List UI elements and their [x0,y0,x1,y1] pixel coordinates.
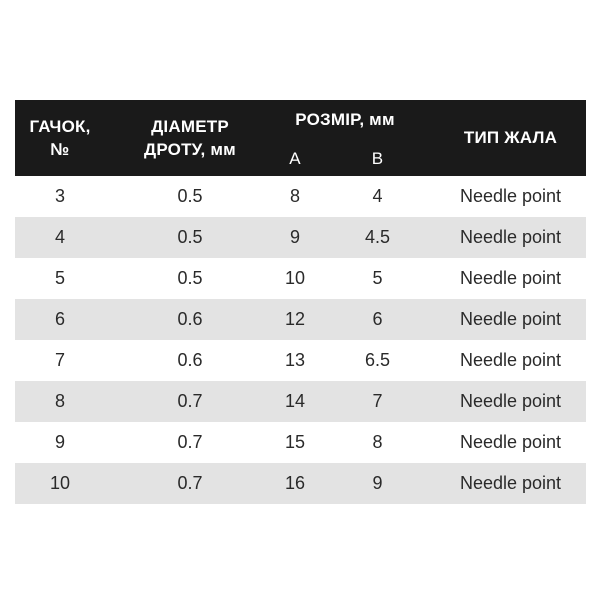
cell-size-a: 12 [284,309,306,329]
table-row [15,340,586,381]
cell-wire: 0.5 [177,227,203,247]
cell-size-b: 7 [372,391,383,411]
cell-size-b: 8 [372,432,383,452]
cell-size-a: 15 [284,432,306,452]
table-row [15,463,586,504]
header-hook-number: ГАЧОК, № [29,117,91,159]
cell-point-type: Needle point [459,350,562,370]
table-header [15,100,586,176]
cell-hook: 5 [54,268,65,288]
cell-wire: 0.7 [177,391,203,411]
cell-size-a: 8 [289,186,300,206]
cell-wire: 0.5 [177,268,203,288]
cell-size-b: 4.5 [364,227,391,247]
cell-hook: 7 [54,350,65,370]
cell-point-type: Needle point [459,473,562,493]
cell-size-b: 4 [372,186,383,206]
cell-size-a: 13 [284,350,306,370]
cell-size-b: 6.5 [364,350,391,370]
cell-point-type: Needle point [459,309,562,329]
header-size-b: B [371,149,384,168]
cell-size-b: 9 [372,473,383,493]
header-point-type: ТИП ЖАЛА [463,128,558,147]
table-row [15,176,586,217]
cell-size-a: 10 [284,268,306,288]
cell-wire: 0.6 [177,309,203,329]
cell-hook: 10 [49,473,71,493]
cell-wire: 0.7 [177,432,203,452]
cell-size-a: 14 [284,391,306,411]
header-size: РОЗМІР, мм [295,110,395,129]
cell-hook: 3 [54,186,65,206]
cell-wire: 0.7 [177,473,203,493]
cell-size-b: 6 [372,309,383,329]
cell-size-b: 5 [372,268,383,288]
table-row [15,299,586,340]
cell-size-a: 9 [289,227,300,247]
table-row [15,217,586,258]
table-row [15,422,586,463]
header-wire-diameter: ДІАМЕТР ДРОТУ, мм [144,117,236,159]
cell-hook: 9 [54,432,65,452]
cell-wire: 0.6 [177,350,203,370]
cell-wire: 0.5 [177,186,203,206]
header-size-a: A [289,149,301,168]
cell-point-type: Needle point [459,227,562,247]
cell-point-type: Needle point [459,186,562,206]
cell-point-type: Needle point [459,268,562,288]
cell-point-type: Needle point [459,432,562,452]
cell-point-type: Needle point [459,391,562,411]
cell-hook: 6 [54,309,65,329]
cell-size-a: 16 [284,473,306,493]
cell-hook: 8 [54,391,65,411]
table-row [15,381,586,422]
cell-hook: 4 [54,227,65,247]
table-row [15,258,586,299]
hook-size-table [15,100,586,504]
